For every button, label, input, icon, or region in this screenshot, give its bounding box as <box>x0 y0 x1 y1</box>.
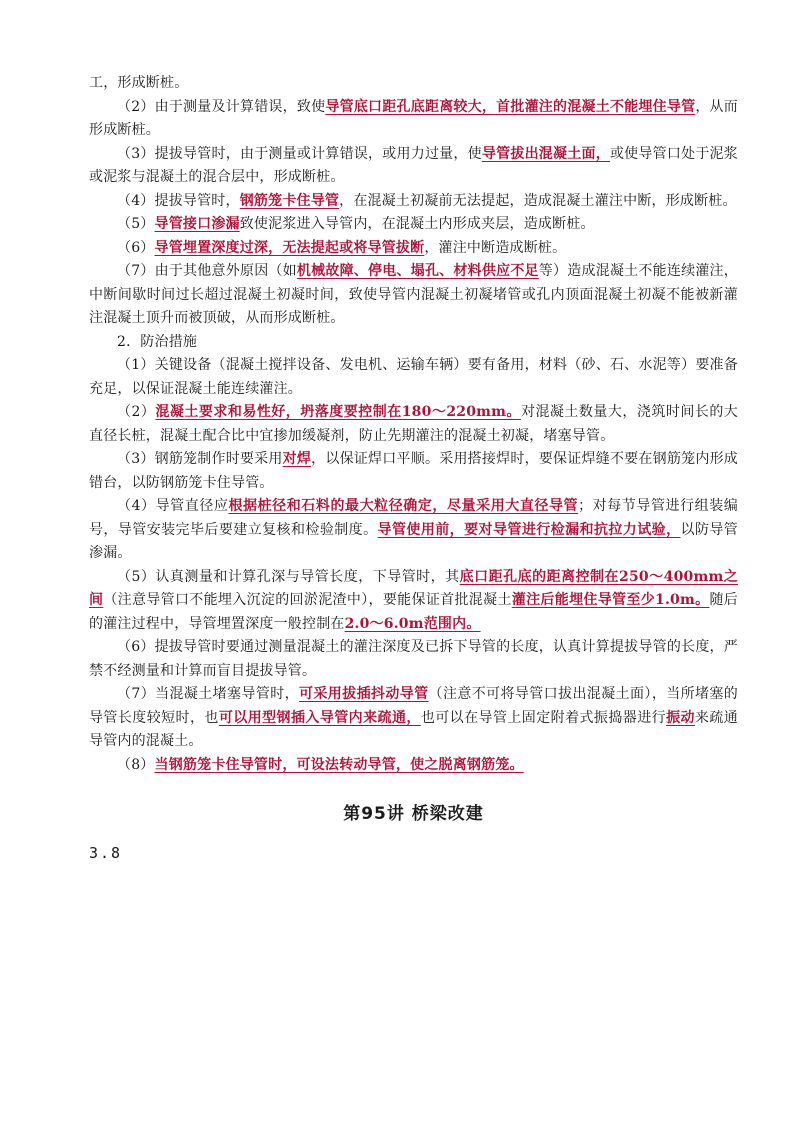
paragraph <box>89 683 738 754</box>
text-segment: 以防导管渗漏。 <box>89 521 738 561</box>
section-number: 3.8 <box>89 844 123 862</box>
paragraph <box>89 143 738 190</box>
highlighted-text: 根据桩径和石料的最大粒径确定，尽量采用大直径导管 <box>228 498 579 514</box>
text-segment: （4）提拔导管时， <box>117 192 240 209</box>
highlighted-text: 振动 <box>666 709 695 726</box>
subheading-prevention <box>89 331 738 355</box>
paragraph <box>89 260 738 331</box>
text-segment: （5） <box>117 216 155 232</box>
highlighted-text: 当钢筋笼卡住导管时，可设法转动导管，使之脱离钢筋笼。 <box>154 756 524 773</box>
text-segment: （1）关键设备（混凝土搅拌设备、发电机、运输车辆）要有备用，材料（砂、石、水泥等）要准备充足，以保证混凝土能连续灌注。 <box>89 357 738 397</box>
highlighted-text: 可采用拔插抖动导管 <box>299 686 429 702</box>
highlighted-text: 2.0～6.0m范围内。 <box>344 615 481 632</box>
text-segment: （2）由于测量及计算错误，致使 <box>117 98 326 115</box>
paragraph <box>89 401 738 448</box>
paragraph <box>89 72 738 96</box>
text-segment: （7）由于其他意外原因（如 <box>117 263 297 279</box>
text-segment: （4）导管直径应 <box>117 498 229 514</box>
highlighted-text: 底口距孔底的距离控制在250～400mm之间 <box>89 568 738 608</box>
text-segment: （5）认真测量和计算孔深与导管长度，下导管时，其 <box>117 568 460 585</box>
text-segment: 或使导管口处于泥浆或泥浆与混凝土的混合层中，形成断桩。 <box>89 145 738 185</box>
text-segment: （3）钢筋笼制作时要采用 <box>117 451 283 467</box>
text-segment: 来疏通导管内的混凝土。 <box>89 709 738 749</box>
text-segment: ，在混凝土初凝前无法提起，造成混凝土灌注中断，形成断桩。 <box>339 192 737 209</box>
highlighted-text: 导管埋置深度过深，无法提起或将导管拔断 <box>154 239 425 256</box>
text-segment: （6）提拔导管时要通过测量混凝土的灌注深度及已拆下导管的长度，认真计算提拔导管的长度，严禁不经测量和计算而盲目提拔导管。 <box>89 639 738 679</box>
body-text <box>89 72 738 777</box>
paragraph <box>89 213 738 237</box>
text-segment: ，从而形成断桩。 <box>89 98 738 138</box>
highlighted-text: 机械故障、停电、塌孔、材料供应不足 <box>296 263 539 279</box>
highlighted-text: 导管底口距孔底距离较大，首批灌注的混凝土不能埋住导管 <box>325 98 696 115</box>
text-segment: 工，形成断桩。 <box>89 75 189 91</box>
text-segment: （注意不可将导管口拔出混凝土面），当所堵塞的导管长度较短时，也 <box>89 686 738 726</box>
highlighted-text: 钢筋笼卡住导管 <box>239 192 340 209</box>
paragraph <box>89 354 738 401</box>
highlighted-text: 灌注后能埋住导管至少1.0m。 <box>511 592 710 608</box>
text-segment: 等）造成混凝土不能连续灌注，中断间歇时间过长超过混凝土初凝时间，致使导管内混凝土初凝堵管或孔内顶面混凝土初凝不能被新灌注混凝土顶升而被顶破，从而形成断桩。 <box>89 263 738 326</box>
paragraph <box>89 96 738 143</box>
highlighted-text: 导管使用前，要对导管进行检漏和抗拉力试验， <box>377 521 681 538</box>
text-segment: ，灌注中断造成断桩。 <box>424 239 567 256</box>
text-segment: （6） <box>117 239 155 256</box>
text-segment: ，以保证焊口平顺。采用搭接焊时，要保证焊缝不要在钢筋笼内形成错台，以防钢筋笼卡住导管。 <box>89 451 739 491</box>
paragraph <box>89 448 738 495</box>
highlighted-text: 可以用型钢插入导管内来疏通， <box>218 709 421 726</box>
paragraph <box>89 190 738 214</box>
highlighted-text: 对焊 <box>282 451 312 467</box>
text-segment: （8） <box>117 756 155 773</box>
highlighted-text: 导管拔出混凝土面， <box>481 145 610 162</box>
text-segment: （注意导管口不能埋入沉淀的回淤泥渣中），要能保证首批混凝土 <box>103 592 512 608</box>
text-segment: 致使泥浆进入导管内，在混凝土内形成夹层，造成断桩。 <box>239 216 595 232</box>
text-segment: 2．防治措施 <box>117 333 198 350</box>
highlighted-text: 混凝土要求和易性好，坍落度要控制在180～220mm。 <box>155 404 521 420</box>
paragraph <box>89 495 738 566</box>
text-segment: ；对每节导管进行组装编号，导管安装完毕后要建立复核和检验制度。 <box>89 498 738 538</box>
text-segment: 随后的灌注过程中，导管埋置深度一般控制在 <box>89 592 738 632</box>
text-segment: （3）提拔导管时，由于测量或计算错误，或用力过量，使 <box>117 145 482 162</box>
paragraph <box>89 636 738 683</box>
text-segment: 也可以在导管上固定附着式振捣器进行 <box>420 709 667 726</box>
highlighted-text: 导管接口渗漏 <box>154 216 240 232</box>
text-segment: （2） <box>117 404 156 420</box>
paragraph <box>89 566 738 637</box>
paragraph <box>89 754 738 778</box>
paragraph <box>89 237 738 261</box>
text-segment: 对混凝土数量大，浇筑时间长的大直径长桩，混凝土配合比中宜掺加缓凝剂，防止先期灌注的混凝土初凝，堵塞导管。 <box>89 404 739 444</box>
lecture-title: 第95讲 桥梁改建 <box>343 804 484 824</box>
text-segment: （7）当混凝土堵塞导管时， <box>117 686 300 702</box>
